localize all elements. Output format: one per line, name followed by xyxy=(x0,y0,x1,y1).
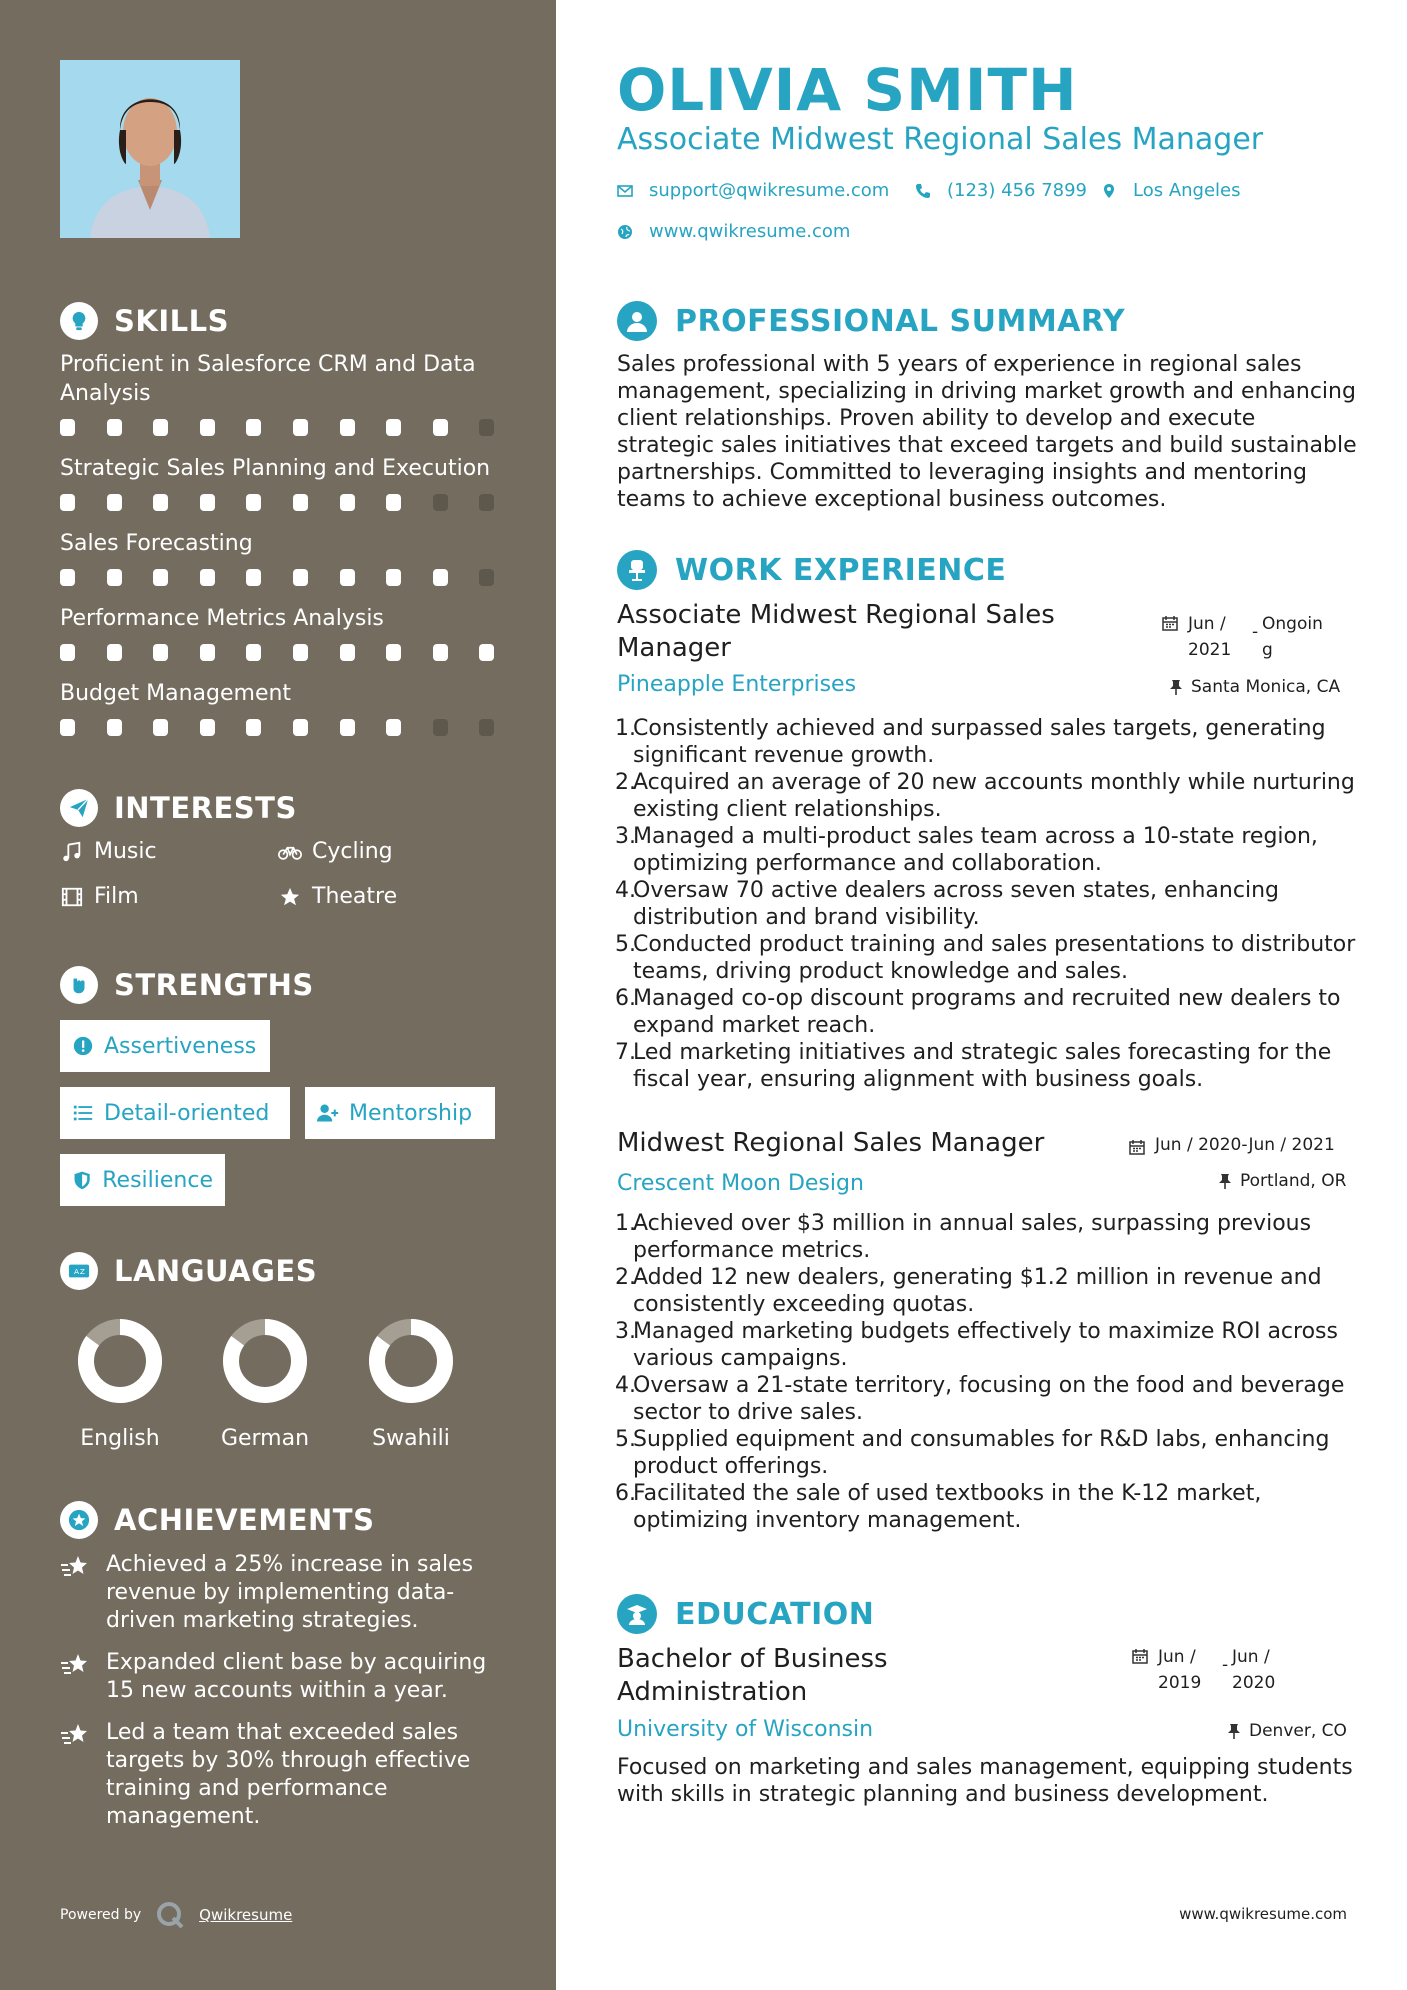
bullet-item xyxy=(617,1210,1362,1264)
rating-dot-filled xyxy=(107,644,122,661)
rating-dot-filled xyxy=(60,494,75,511)
rating-dot-empty xyxy=(433,494,448,511)
bullet-text: Oversaw 70 active dealers across seven states, enhancing distribution and brand visibility. xyxy=(633,878,1279,930)
rating-dot-filled xyxy=(153,494,168,511)
bullet-item xyxy=(617,1372,1362,1426)
rating-dot-filled xyxy=(153,719,168,736)
date-separator: - xyxy=(1222,1655,1229,1675)
bullet-item xyxy=(617,769,1362,823)
rating-dot-filled xyxy=(293,569,308,586)
experience-heading xyxy=(617,550,1006,590)
date-part: 2019 xyxy=(1158,1673,1202,1693)
fist-icon xyxy=(60,966,98,1004)
rating-dot-filled xyxy=(340,569,355,586)
phone-text: (123) 456 7899 xyxy=(947,180,1088,201)
rating-dot-filled xyxy=(246,644,261,661)
bullet-item xyxy=(617,823,1362,877)
location-text: Los Angeles xyxy=(1133,180,1241,201)
skill-name: Performance Metrics Analysis xyxy=(60,606,384,631)
skill-name: Strategic Sales Planning and Execution xyxy=(60,456,491,481)
rating-dot-filled xyxy=(433,569,448,586)
interests-heading xyxy=(60,789,297,827)
education-title: EDUCATION xyxy=(675,1596,875,1632)
location-text: Santa Monica, CA xyxy=(1191,677,1341,697)
candidate-name: OLIVIA SMITH xyxy=(617,56,1078,124)
profile-photo xyxy=(60,60,240,238)
rating-dot-filled xyxy=(60,569,75,586)
rating-dot-empty xyxy=(479,719,494,736)
graduate-icon xyxy=(617,1594,657,1634)
rating-dot-filled xyxy=(293,494,308,511)
achievements-heading xyxy=(60,1501,374,1539)
date-part: 2021 xyxy=(1188,640,1232,660)
rating-dot-filled xyxy=(107,569,122,586)
exclamation-icon xyxy=(72,1035,94,1057)
rating-dot-filled xyxy=(153,569,168,586)
bullet-number: 1. xyxy=(615,1211,636,1236)
date-part: Jun / xyxy=(1158,1647,1196,1667)
rating-dot-filled xyxy=(107,494,122,511)
paper-plane-icon xyxy=(60,789,98,827)
skill-name: Proficient in Salesforce CRM and Data Analysis xyxy=(60,352,476,406)
phone-contact[interactable] xyxy=(915,180,1087,201)
summary-title: PROFESSIONAL SUMMARY xyxy=(675,303,1126,339)
date-part: Jun / xyxy=(1232,1647,1270,1667)
interest-label: Theatre xyxy=(312,884,398,909)
bullet-item xyxy=(617,1426,1362,1480)
rating-dot-filled xyxy=(433,419,448,436)
language-item xyxy=(60,1318,180,1451)
rating-dot-filled xyxy=(200,494,215,511)
rating-dot-filled xyxy=(153,419,168,436)
language-label: English xyxy=(80,1426,160,1451)
language-donut xyxy=(77,1318,163,1404)
rating-dot-filled xyxy=(200,419,215,436)
achievement-text: Led a team that exceeded sales targets by 30% through effective training and performance management. xyxy=(106,1720,471,1829)
rating-dot-filled xyxy=(340,719,355,736)
rating-dot-filled xyxy=(200,644,215,661)
pushpin-icon xyxy=(1169,679,1183,695)
job-location xyxy=(1169,677,1340,697)
rating-dot-filled xyxy=(107,419,122,436)
bullet-item xyxy=(617,1318,1362,1372)
rating-dot-filled xyxy=(386,494,401,511)
job-location xyxy=(1218,1171,1346,1191)
website-text: www.qwikresume.com xyxy=(649,221,851,242)
interest-label: Cycling xyxy=(312,839,393,864)
calendar-icon xyxy=(1129,1139,1145,1155)
bullet-text: Oversaw a 21-state territory, focusing on the food and beverage sector to drive sales. xyxy=(633,1373,1345,1425)
rating-dot-empty xyxy=(433,719,448,736)
rating-dot-filled xyxy=(386,719,401,736)
rating-dot-filled xyxy=(153,644,168,661)
bullet-text: Consistently achieved and surpassed sales targets, generating significant revenue growth. xyxy=(633,716,1326,768)
bullet-item xyxy=(617,877,1362,931)
rating-dot-filled xyxy=(246,494,261,511)
strength-chip xyxy=(305,1087,495,1139)
skill-rating xyxy=(60,644,526,661)
achievements-title: ACHIEVEMENTS xyxy=(114,1503,375,1537)
interest-item xyxy=(60,839,157,864)
bullet-item xyxy=(617,1480,1362,1534)
bullet-text: Led marketing initiatives and strategic sales forecasting for the fiscal year, ensuring alignment with business goals. xyxy=(633,1040,1332,1092)
education-heading xyxy=(617,1594,874,1634)
bullet-item xyxy=(617,985,1362,1039)
bullet-number: 3. xyxy=(615,824,636,849)
interest-label: Film xyxy=(94,884,139,909)
bullet-text: Supplied equipment and consumables for R&D labs, enhancing product offerings. xyxy=(633,1427,1330,1479)
powered-by-label: Powered by xyxy=(60,1907,142,1923)
language-item xyxy=(205,1318,325,1451)
school-name: University of Wisconsin xyxy=(617,1717,874,1742)
candidate-role: Associate Midwest Regional Sales Manager xyxy=(617,122,1264,157)
strength-label: Resilience xyxy=(102,1167,213,1193)
strength-label: Assertiveness xyxy=(104,1033,257,1059)
star-badge-icon xyxy=(60,1501,98,1539)
star-icon xyxy=(278,886,302,908)
globe-icon xyxy=(617,224,633,240)
film-icon xyxy=(60,886,84,908)
strength-chip xyxy=(60,1020,270,1072)
interest-item xyxy=(278,884,397,909)
calendar-icon xyxy=(1162,615,1178,631)
strength-label: Mentorship xyxy=(349,1100,473,1126)
music-icon xyxy=(60,841,84,863)
shooting-star-icon xyxy=(60,1721,90,1749)
bullet-item xyxy=(617,1264,1362,1318)
job-bullets xyxy=(617,1210,1362,1534)
bullet-number: 2. xyxy=(615,1265,636,1290)
achievement-item xyxy=(60,1551,510,1635)
email-contact[interactable] xyxy=(617,180,889,201)
languages-title: LANGUAGES xyxy=(114,1254,318,1288)
pushpin-icon xyxy=(1218,1173,1232,1189)
rating-dot-filled xyxy=(386,419,401,436)
svg-text:A: A xyxy=(73,1267,79,1277)
job-dates xyxy=(1129,1135,1335,1155)
date-text: Jun / 2020-Jun / 2021 xyxy=(1155,1135,1335,1155)
skill-name: Budget Management xyxy=(60,681,292,706)
strengths-title: STRENGTHS xyxy=(114,968,314,1002)
summary-text: Sales professional with 5 years of experience in regional sales management, specializing in driving market growth and enhancing client relationships. Proven ability to develop and execute strategic sales initiatives that exceed targets and build sustainable partnerships. Committed to leveraging insights and mentoring teams to achieve exceptional business outcomes. xyxy=(617,352,1357,512)
language-label: Swahili xyxy=(372,1426,450,1451)
rating-dot-filled xyxy=(60,419,75,436)
bullet-text: Facilitated the sale of used textbooks in the K-12 market, optimizing inventory management. xyxy=(633,1481,1262,1533)
summary-heading xyxy=(617,301,1125,341)
education-location xyxy=(1227,1721,1347,1741)
sidebar xyxy=(0,0,556,1990)
rating-dot-filled xyxy=(200,569,215,586)
bullet-text: Achieved over $3 million in annual sales, surpassing previous performance metrics. xyxy=(633,1211,1312,1263)
email-text: support@qwikresume.com xyxy=(649,180,890,201)
bullet-text: Managed a multi-product sales team across a 10-state region, optimizing performance and collaboration. xyxy=(633,824,1318,876)
skills-heading xyxy=(60,302,229,340)
skill-rating xyxy=(60,494,526,511)
bullet-item xyxy=(617,715,1362,769)
rating-dot-filled xyxy=(107,719,122,736)
skills-title: SKILLS xyxy=(114,304,229,338)
achievement-text: Achieved a 25% increase in sales revenue by implementing data-driven marketing strategies. xyxy=(106,1552,474,1633)
interest-item xyxy=(60,884,139,909)
degree-title: Bachelor of Business Administration xyxy=(617,1644,888,1707)
list-icon xyxy=(72,1102,94,1124)
strength-label: Detail-oriented xyxy=(104,1100,270,1126)
job-bullets xyxy=(617,715,1362,1093)
rating-dot-empty xyxy=(479,419,494,436)
skill-rating xyxy=(60,719,526,736)
bullet-number: 2. xyxy=(615,770,636,795)
location-text: Portland, OR xyxy=(1240,1171,1347,1191)
bicycle-icon xyxy=(278,841,302,863)
lightbulb-icon xyxy=(60,302,98,340)
bullet-number: 3. xyxy=(615,1319,636,1344)
rating-dot-filled xyxy=(293,419,308,436)
shield-icon xyxy=(72,1169,92,1191)
rating-dot-empty xyxy=(479,569,494,586)
bullet-number: 4. xyxy=(615,1373,636,1398)
bullet-number: 5. xyxy=(615,932,636,957)
calendar-icon xyxy=(1132,1648,1148,1664)
job-dates xyxy=(1162,611,1323,663)
bullet-text: Added 12 new dealers, generating $1.2 million in revenue and consistently exceeding quotas. xyxy=(633,1265,1322,1317)
bullet-item xyxy=(617,1039,1362,1093)
language-donut xyxy=(222,1318,308,1404)
job-title: Associate Midwest Regional Sales Manager xyxy=(617,600,1055,663)
achievement-item xyxy=(60,1719,510,1831)
rating-dot-filled xyxy=(293,719,308,736)
user-circle-icon xyxy=(617,301,657,341)
bullet-text: Acquired an average of 20 new accounts monthly while nurturing existing client relationships. xyxy=(633,770,1355,822)
strength-chip xyxy=(60,1154,225,1206)
company-name: Crescent Moon Design xyxy=(617,1171,864,1196)
location-text: Denver, CO xyxy=(1249,1721,1347,1741)
education-dates xyxy=(1132,1644,1275,1696)
rating-dot-filled xyxy=(246,419,261,436)
map-marker-icon xyxy=(1101,183,1117,199)
user-plus-icon xyxy=(317,1102,339,1124)
bullet-number: 6. xyxy=(615,1481,636,1506)
rating-dot-filled xyxy=(340,419,355,436)
rating-dot-filled xyxy=(386,644,401,661)
language-icon xyxy=(60,1252,98,1290)
rating-dot-filled xyxy=(293,644,308,661)
achievement-text: Expanded client base by acquiring 15 new accounts within a year. xyxy=(106,1650,487,1703)
date-separator: - xyxy=(1252,622,1259,642)
rating-dot-filled xyxy=(340,494,355,511)
envelope-icon xyxy=(617,183,633,199)
chair-icon xyxy=(617,550,657,590)
strength-chip xyxy=(60,1087,290,1139)
bullet-number: 1. xyxy=(615,716,636,741)
interest-item xyxy=(278,839,393,864)
education-text: Focused on marketing and sales management, equipping students with skills in strategic planning and business development. xyxy=(617,1755,1353,1807)
rating-dot-filled xyxy=(479,644,494,661)
company-name: Pineapple Enterprises xyxy=(617,672,857,697)
date-part: Ongoin xyxy=(1262,614,1323,634)
rating-dot-filled xyxy=(246,719,261,736)
language-label: German xyxy=(220,1426,310,1451)
languages-heading xyxy=(60,1252,317,1290)
skill-rating xyxy=(60,419,526,436)
qwikresume-logo-icon xyxy=(155,1900,185,1930)
bullet-number: 5. xyxy=(615,1427,636,1452)
bullet-number: 6. xyxy=(615,986,636,1011)
skill-name: Sales Forecasting xyxy=(60,531,253,556)
bullet-number: 4. xyxy=(615,878,636,903)
phone-icon xyxy=(915,183,931,199)
rating-dot-filled xyxy=(60,644,75,661)
rating-dot-filled xyxy=(60,719,75,736)
powered-by xyxy=(60,1900,292,1930)
shooting-star-icon xyxy=(60,1651,90,1679)
language-donut xyxy=(368,1318,454,1404)
bullet-text: Managed marketing budgets effectively to maximize ROI across various campaigns. xyxy=(633,1319,1338,1371)
date-part: g xyxy=(1262,640,1273,660)
rating-dot-filled xyxy=(386,569,401,586)
bullet-text: Conducted product training and sales presentations to distributor teams, driving product knowledge and sales. xyxy=(633,932,1356,984)
date-part: Jun / xyxy=(1188,614,1226,634)
pushpin-icon xyxy=(1227,1723,1241,1739)
rating-dot-filled xyxy=(246,569,261,586)
rating-dot-empty xyxy=(479,494,494,511)
rating-dot-filled xyxy=(433,644,448,661)
svg-text:Z: Z xyxy=(79,1267,85,1277)
bullet-item xyxy=(617,931,1362,985)
website-contact[interactable] xyxy=(617,221,850,242)
language-item xyxy=(351,1318,471,1451)
experience-title: WORK EXPERIENCE xyxy=(675,552,1007,588)
rating-dot-filled xyxy=(340,644,355,661)
achievement-item xyxy=(60,1649,510,1705)
job-title: Midwest Regional Sales Manager xyxy=(617,1128,1045,1158)
shooting-star-icon xyxy=(60,1553,90,1581)
rating-dot-filled xyxy=(200,719,215,736)
interest-label: Music xyxy=(94,839,157,864)
strengths-heading xyxy=(60,966,314,1004)
skill-rating xyxy=(60,569,526,586)
location-contact xyxy=(1101,180,1241,201)
bullet-text: Managed co-op discount programs and recruited new dealers to expand market reach. xyxy=(633,986,1341,1038)
brand-link[interactable]: Qwikresume xyxy=(199,1906,293,1924)
date-part: 2020 xyxy=(1232,1673,1276,1693)
interests-title: INTERESTS xyxy=(114,791,297,825)
footer-url[interactable]: www.qwikresume.com xyxy=(1179,1905,1347,1923)
bullet-number: 7. xyxy=(615,1040,636,1065)
